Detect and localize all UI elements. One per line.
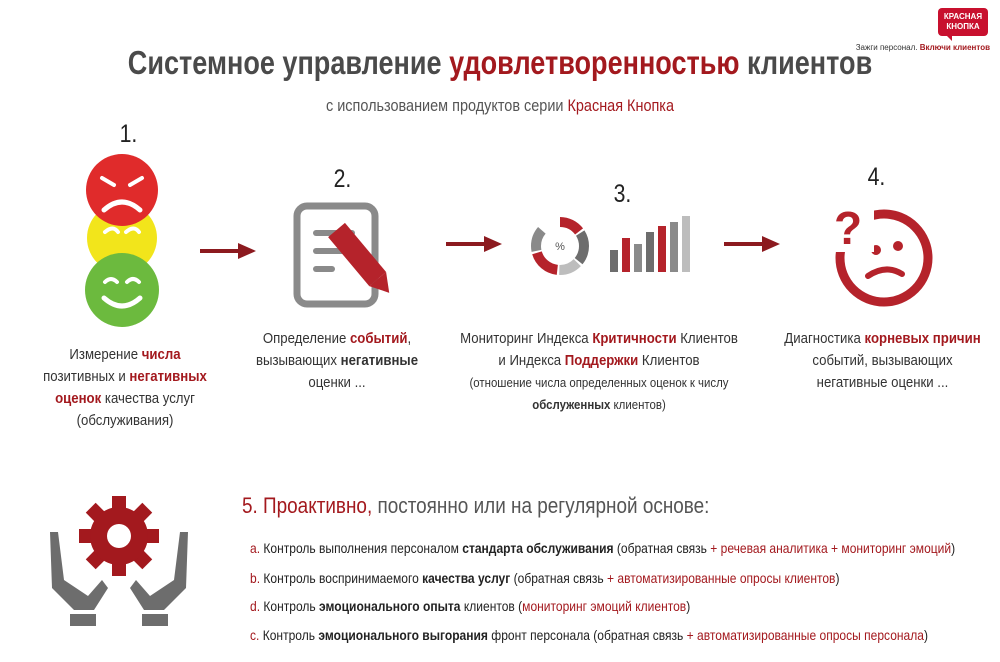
brand-tagline: Зажги персонал. Включи клиентов <box>855 43 990 52</box>
step-1-caption: Измерение числа позитивных и негативных оценок качества услуг (обслуживания) <box>43 346 207 429</box>
arrow-right-icon <box>446 236 502 252</box>
step-3-number: 3. <box>613 180 632 208</box>
hands-gear-icon <box>44 484 194 634</box>
step-1-number: 1. <box>119 120 138 148</box>
proactive-heading: 5. Проактивно, постоянно или на регулярной основе: <box>242 493 710 518</box>
list-item-d: d. Контроль эмоционального опыта клиентов (мониторинг эмоций клиентов) <box>250 598 691 614</box>
list-item-c: c. Контроль эмоционального выгорания фронт персонала (обратная связь + автоматизированные опросы персонала) <box>250 627 928 643</box>
brand-logo: КРАСНАЯ КНОПКА <box>938 8 988 36</box>
step-3-caption: Мониторинг Индекса Критичности Клиентов и Индекса Поддержки Клиентов (отношение числа определенных оценок к числу обслуженных клиентов) <box>460 330 738 412</box>
step-2-caption: Определение событий, вызывающих негативные оценки ... <box>255 330 419 391</box>
arrow-right-icon <box>200 243 256 259</box>
bar-chart-icon <box>608 214 690 272</box>
confused-face-icon <box>826 200 934 308</box>
arrow-right-icon <box>724 236 780 252</box>
donut-chart-icon <box>528 214 592 278</box>
svg-text:%: % <box>555 241 565 253</box>
page-subtitle: с использованием продуктов серии Красная Кнопка <box>325 96 674 115</box>
step-4-caption: Диагностика корневых причин событий, вызывающих негативные оценки ... <box>784 330 981 391</box>
step-4-number: 4. <box>867 163 886 191</box>
svg-text:?: ? <box>833 202 863 254</box>
list-item-a: a. Контроль выполнения персоналом стандарта обслуживания (обратная связь + речевая аналитика + мониторинг эмоций) <box>250 540 956 556</box>
document-pen-icon <box>293 202 403 312</box>
list-item-b: b. Контроль воспринимаемого качества услуг (обратная связь + автоматизированные опросы клиентов) <box>250 570 840 586</box>
page-title: Системное управление удовлетворенностью клиентов <box>127 44 873 81</box>
traffic-light-faces-icon <box>80 152 164 330</box>
step-2-number: 2. <box>333 165 352 193</box>
